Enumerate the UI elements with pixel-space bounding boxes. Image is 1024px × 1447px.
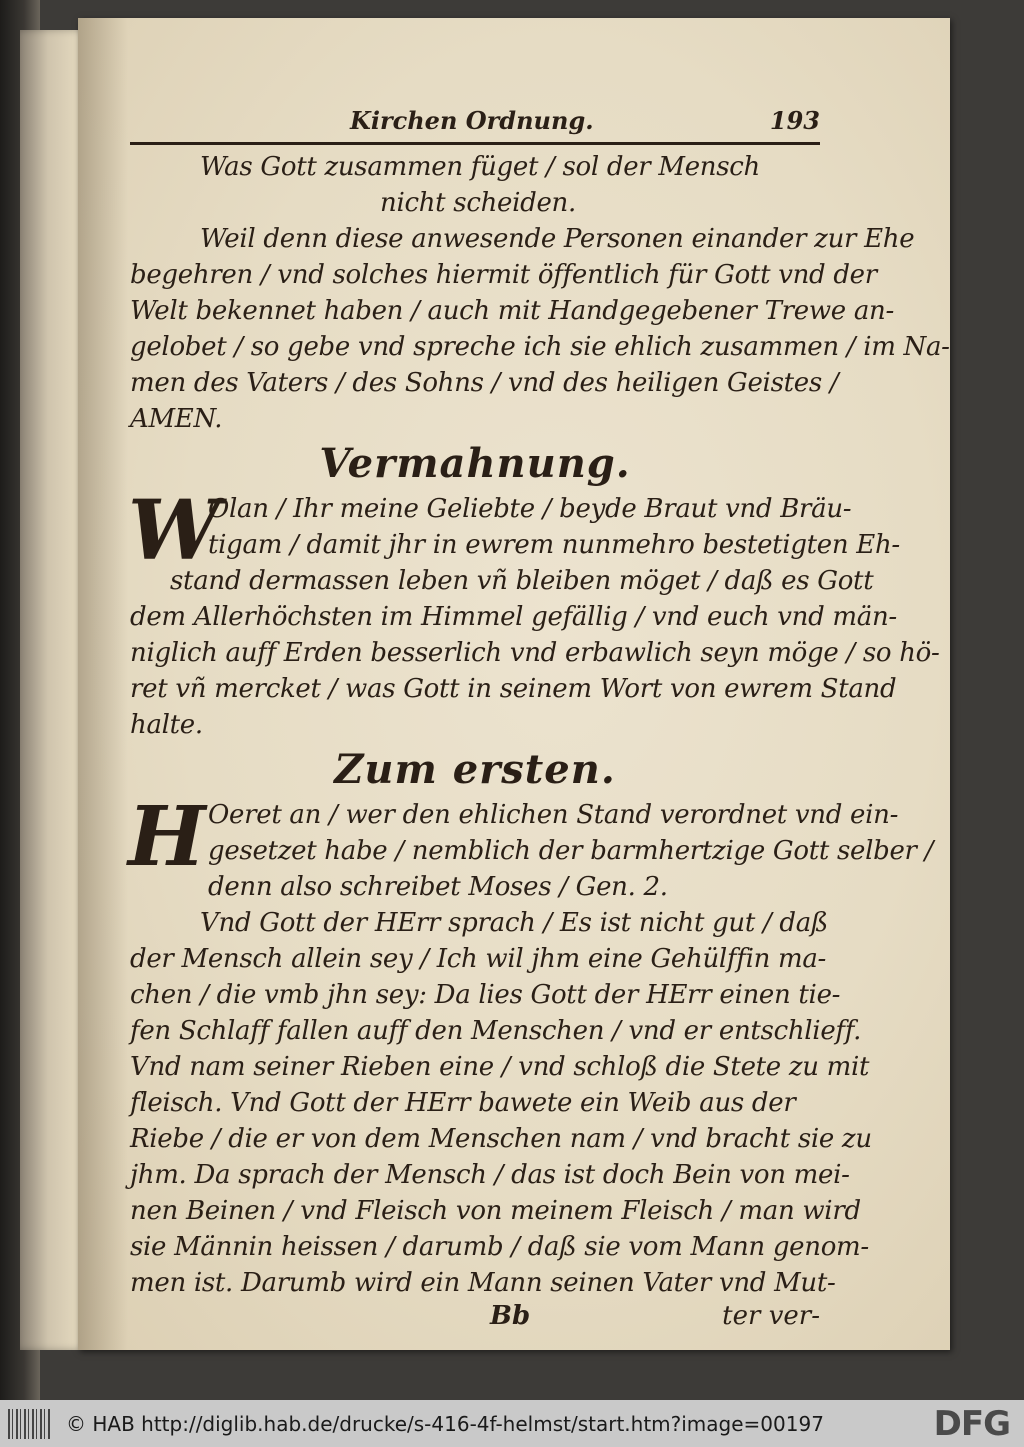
text-line: Olan / Ihr meine Geliebte / beyde Braut vnd Bräu- <box>208 494 852 524</box>
copyright-link[interactable]: © HAB http://diglib.hab.de/drucke/s-416-4f-helmst/start.htm?image=00197 <box>66 1411 824 1436</box>
text-line: nicht scheiden. <box>380 188 576 218</box>
text-line: ret vñ mercket / was Gott in seinem Wort von ewrem Stand <box>130 674 897 704</box>
text-line: sie Männin heissen / darumb / daß sie vom Mann genom- <box>130 1232 869 1262</box>
text-line: der Mensch allein sey / Ich wil jhm eine Gehülffin ma- <box>130 944 827 974</box>
section-heading-vermahnung: Vermahnung. <box>319 440 631 487</box>
header-title: Kirchen Ordnung. <box>350 106 594 135</box>
text-line: Vnd Gott der HErr sprach / Es ist nicht gut / daß <box>200 908 829 938</box>
text-line: stand dermassen leben vñ bleiben möget / daß es Gott <box>170 566 874 596</box>
text-line: Was Gott zusammen füget / sol der Mensch <box>200 152 760 182</box>
text-line: fleisch. Vnd Gott der HErr bawete ein Weib aus der <box>130 1088 796 1118</box>
text-line: chen / die vmb jhn sey: Da lies Gott der HErr einen tie- <box>130 980 841 1010</box>
text-line: nen Beinen / vnd Fleisch von meinem Fleisch / man wird <box>130 1196 861 1226</box>
text-line: Oeret an / wer den ehlichen Stand verordnet vnd ein- <box>208 800 899 830</box>
dropcap: H <box>128 789 206 885</box>
text-line: halte. <box>130 710 203 740</box>
paragraph-zum-ersten <box>128 789 934 905</box>
text-line: begehren / vnd solches hiermit öffentlich für Gott vnd der <box>130 260 877 290</box>
dropcap: W <box>128 483 221 579</box>
book-page <box>78 18 950 1350</box>
text-line: fen Schlaff fallen auff den Menschen / vnd er entschlieff. <box>130 1016 862 1046</box>
text-block <box>128 106 950 1337</box>
viewer-footer <box>0 1400 1024 1447</box>
text-line: Vnd nam seiner Rieben eine / vnd schloß die Stete zu mit <box>130 1052 870 1082</box>
running-header <box>130 106 820 140</box>
catchword: ter ver- <box>722 1301 820 1331</box>
text-line: dem Allerhöchsten im Himmel gefällig / vnd euch vnd män- <box>130 602 897 632</box>
dfg-logo: DFG <box>933 1403 1010 1444</box>
text-line: Weil denn diese anwesende Personen einander zur Ehe <box>200 224 915 254</box>
header-rule <box>130 142 820 145</box>
text-line: AMEN. <box>130 404 223 434</box>
text-line: jhm. Da sprach der Mensch / das ist doch Bein von mei- <box>130 1160 850 1190</box>
barcode-icon <box>8 1409 52 1439</box>
text-line: tigam / damit jhr in ewrem nunmehro bestetigten Eh- <box>208 530 900 560</box>
paragraph-vermahnung <box>128 483 940 743</box>
text-line: men ist. Darumb wird ein Mann seinen Vater vnd Mut- <box>130 1268 836 1298</box>
text-line: niglich auff Erden besserlich vnd erbawlich seyn möge / so hö- <box>130 638 940 668</box>
text-line: gelobet / so gebe vnd spreche ich sie ehlich zusammen / im Na- <box>130 332 950 362</box>
text-line: gesetzet habe / nemblich der barmhertzige Gott selber / <box>208 836 934 866</box>
text-line: Welt bekennet haben / auch mit Handgegebener Trewe an- <box>130 296 894 326</box>
text-line: men des Vaters / des Sohns / vnd des heiligen Geistes / <box>130 368 839 398</box>
page-number: 193 <box>769 106 820 135</box>
section-heading-zum-ersten: Zum ersten. <box>334 746 616 793</box>
gutter-shadow <box>78 18 128 1350</box>
text-line: denn also schreibet Moses / Gen. 2. <box>208 872 668 902</box>
text-line: Riebe / die er von dem Menschen nam / vnd bracht sie zu <box>130 1124 872 1154</box>
page-foot <box>130 1301 820 1337</box>
signature-mark: Bb <box>490 1301 531 1331</box>
